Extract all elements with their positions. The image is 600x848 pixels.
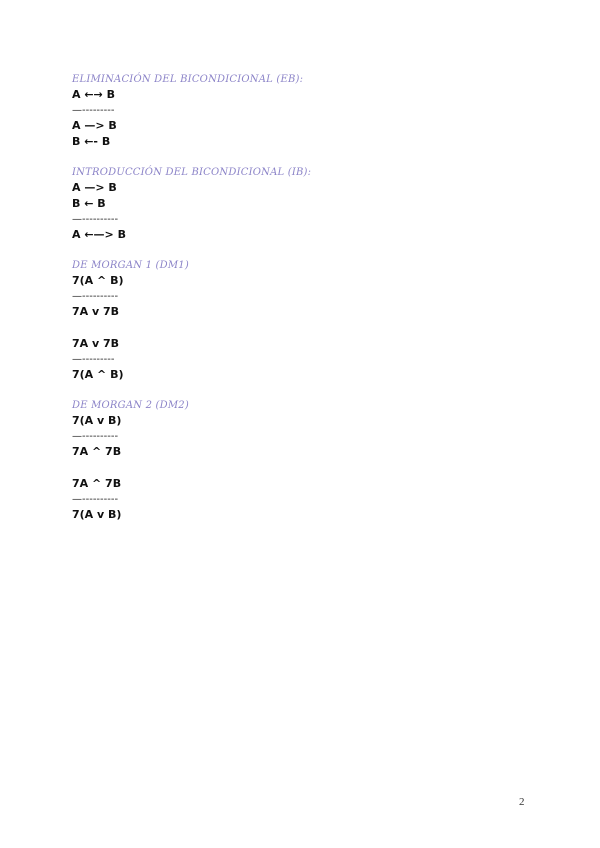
inference-rule-line: —---------: [72, 105, 115, 116]
conclusion-line: 7(A ^ B): [72, 368, 124, 381]
conclusion-line: 7A v 7B: [72, 305, 120, 318]
blank-line: [72, 460, 532, 476]
inference-rule-line: —----------: [72, 214, 119, 225]
inference-rule-line: —----------: [72, 494, 119, 505]
section-eliminacion-bicondicional: [72, 73, 532, 150]
conclusion-line: 7(A v B): [72, 508, 122, 521]
premise-line: 7(A ^ B): [72, 274, 124, 287]
inference-rule-line: —----------: [72, 431, 119, 442]
conclusion-line: A —> B: [72, 119, 117, 132]
premise-line: 7(A v B): [72, 414, 122, 427]
section-de-morgan-2: [72, 399, 532, 523]
conclusion-line: A ←—> B: [72, 228, 126, 241]
conclusion-line: 7A ^ 7B: [72, 445, 122, 458]
inference-rule-line: —---------: [72, 354, 115, 365]
premise-line: A ←→ B: [72, 88, 115, 101]
page-content: [72, 73, 532, 523]
premise-line: 7A v 7B: [72, 337, 120, 350]
section-heading: INTRODUCCIÓN DEL BICONDICIONAL (IB):: [72, 167, 312, 178]
blank-line: [72, 320, 532, 336]
inference-rule-line: —----------: [72, 291, 119, 302]
section-heading: DE MORGAN 1 (DM1): [72, 260, 189, 271]
section-heading: DE MORGAN 2 (DM2): [72, 400, 189, 411]
section-de-morgan-1: [72, 259, 532, 383]
page-number: 2: [519, 796, 525, 808]
section-introduccion-bicondicional: [72, 166, 532, 243]
premise-line: B ← B: [72, 197, 106, 210]
conclusion-line: B ←- B: [72, 135, 111, 148]
premise-line: 7A ^ 7B: [72, 477, 122, 490]
section-heading: ELIMINACIÓN DEL BICONDICIONAL (EB):: [72, 74, 304, 85]
premise-line: A —> B: [72, 181, 117, 194]
